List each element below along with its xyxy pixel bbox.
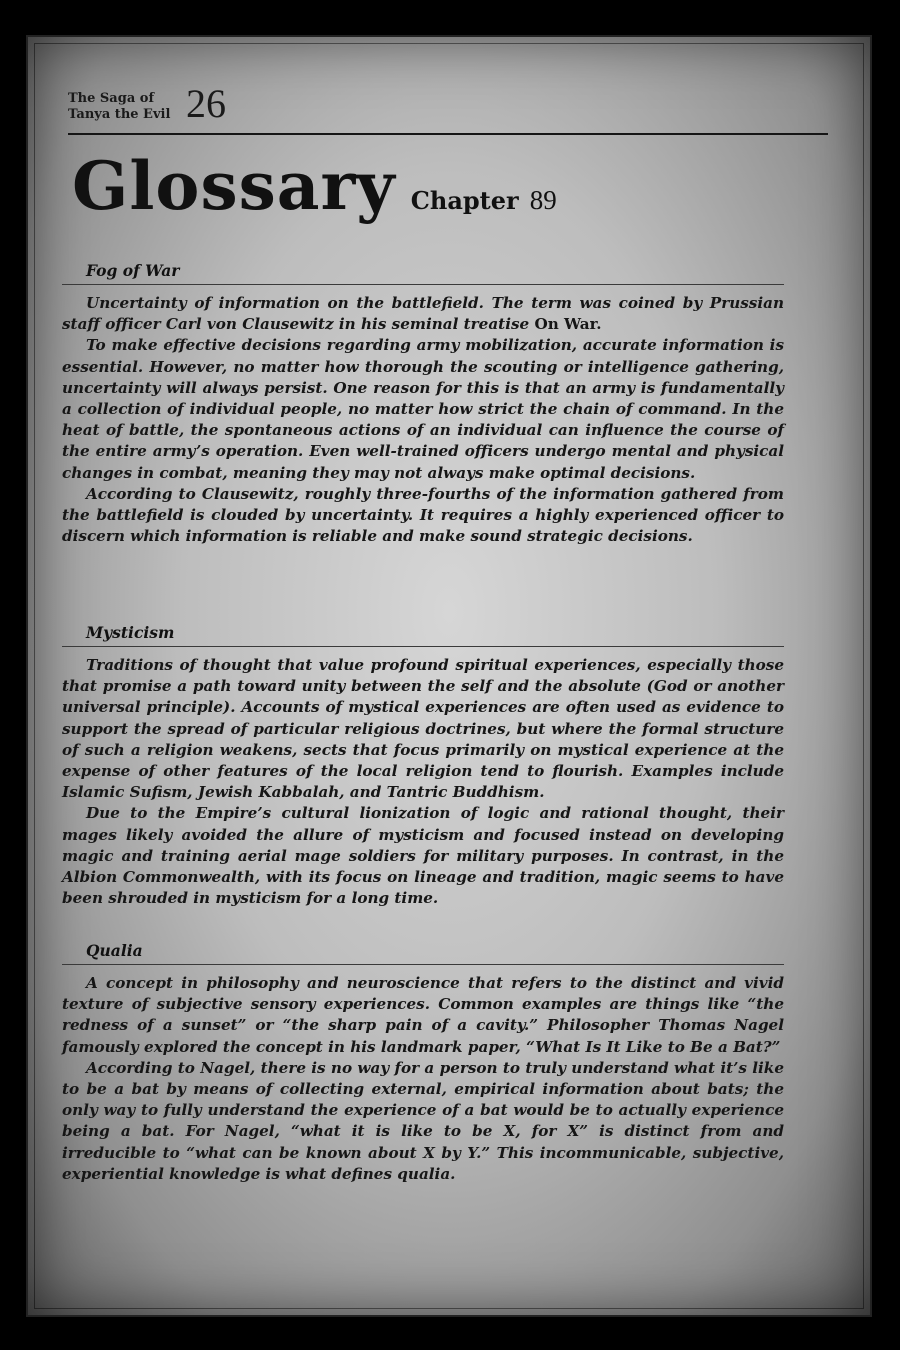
entry-paragraph-text: Uncertainty of information on the battlefield. The term was coined by Prussian staff officer Carl von Clausewitz in his seminal treatise <box>62 294 784 334</box>
title-row <box>72 147 557 247</box>
entry-paragraph: To make effective decisions regarding army mobilization, accurate information is essential. However, no matter how thorough the scouting or intelligence gathering, uncertainty will always persist. One reason for this is that an army is fundamentally a collection of individual people, no matter how strict the chain of command. In the heat of battle, the spontaneous actions of an individual can influence the course of the entire army’s operation. Even well-trained officers undergo mental and physical changes in combat, meaning they may not always make optimal decisions. <box>62 336 784 482</box>
page-header <box>68 81 828 135</box>
entry-term: Mysticism <box>62 623 784 647</box>
page-number: 26 <box>186 81 226 126</box>
series-title-line2: Tanya the Evil <box>68 107 171 122</box>
entry-paragraph: Due to the Empire’s cultural lionization of logic and rational thought, their mages likely avoided the allure of mysticism and focused instead on developing magic and training aerial mage soldiers for military purposes. In contrast, in the Albion Commonwealth, with its focus on lineage and tradition, magic seems to have been shrouded in mysticism for a long time. <box>62 804 784 908</box>
glossary-entry-fog-of-war <box>62 261 784 547</box>
entry-paragraph: A concept in philosophy and neuroscience that refers to the distinct and vivid texture of subjective sensory experiences. Common examples are things like “the redness of a sunset” or “the sharp pain of a cavity.” Philosopher Thomas Nagel famously explored the concept in his landmark paper, “What Is It Like to Be a Bat?” <box>62 974 784 1056</box>
page-title: Glossary <box>72 147 396 225</box>
glossary-page <box>26 35 872 1317</box>
series-title-line1: The Saga of <box>68 91 155 106</box>
entry-paragraph: Traditions of thought that value profound spiritual experiences, especially those that promise a path toward unity between the self and the absolute (God or another universal principle). Accounts of mystical experiences are often used as evidence to support the spread of particular religious doctrines, but where the formal structure of such a religion weakens, sects that focus primarily on mystical experience at the expense of other features of the local religion tend to flourish. Examples include Islamic Sufism, Jewish Kabbalah, and Tantric Buddhism. <box>62 656 784 802</box>
entry-paragraph <box>62 293 784 335</box>
series-title <box>68 91 170 123</box>
chapter-label: Chapter <box>410 186 519 215</box>
chapter-number: 89 <box>529 185 557 215</box>
work-title: On War. <box>534 315 602 334</box>
entry-paragraph: According to Nagel, there is no way for a person to truly understand what it’s like to be a bat by means of collecting external, empirical information about bats; the only way to fully understand the experience of a bat would be to actually experience being a bat. For Nagel, “what it is like to be X, for X” is distinct from and irreducible to “what can be known about X by Y.” This incommunicable, subjective, experiential knowledge is what defines qualia. <box>62 1058 784 1183</box>
glossary-entry-mysticism <box>62 623 784 909</box>
entry-term: Fog of War <box>62 261 784 285</box>
glossary-entry-qualia <box>62 941 784 1185</box>
entry-paragraph: According to Clausewitz, roughly three-fourths of the information gathered from the battlefield is clouded by uncertainty. It requires a highly experienced officer to discern which information is reliable and make sound strategic decisions. <box>62 484 784 546</box>
entry-term: Qualia <box>62 941 784 965</box>
